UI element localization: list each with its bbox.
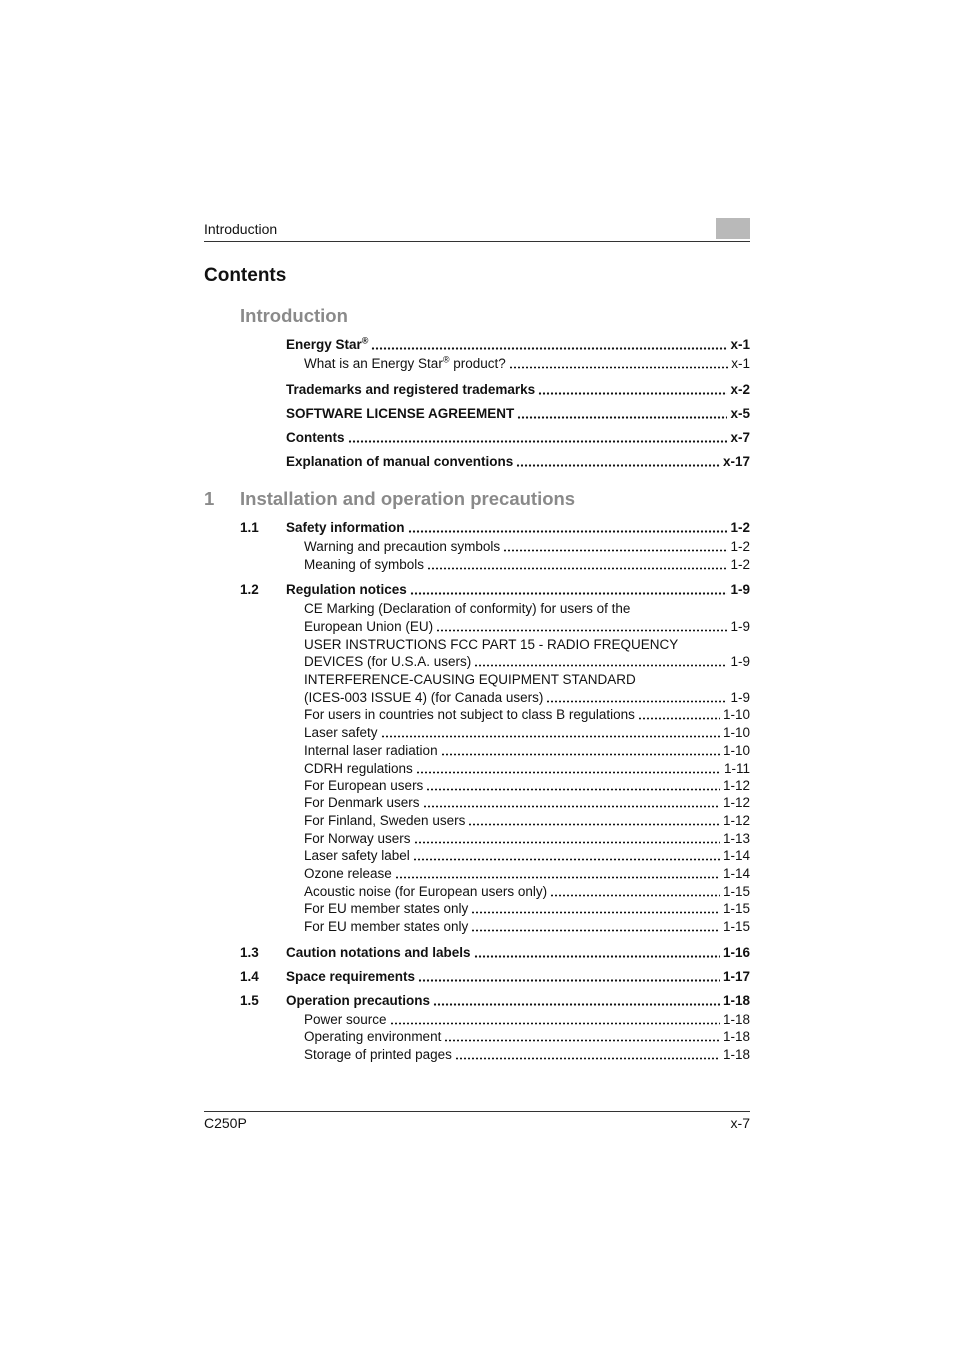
leader-dots: [395, 876, 720, 879]
toc-page: 1-2: [730, 520, 750, 535]
header-tab-marker: [716, 218, 750, 239]
toc-page: 1-14: [722, 866, 750, 881]
leader-dots: [436, 629, 727, 632]
toc-page: x-5: [730, 406, 750, 421]
toc-page: 1-18: [722, 1029, 750, 1044]
leader-dots: [413, 858, 720, 861]
toc-label: SOFTWARE LICENSE AGREEMENT: [286, 406, 515, 421]
leader-dots: [517, 416, 727, 419]
toc-number: 1.5: [240, 993, 259, 1008]
toc-page: 1-9: [730, 690, 750, 705]
toc-label-suffix: product?: [449, 356, 506, 371]
leader-dots: [538, 392, 727, 395]
leader-dots: [474, 955, 720, 958]
toc-page: 1-12: [722, 778, 750, 793]
toc-label: Space requirements: [286, 969, 416, 984]
toc-label: CDRH regulations: [304, 761, 413, 776]
toc-page: 1-9: [730, 582, 750, 597]
leader-dots: [416, 771, 721, 774]
leader-dots: [516, 464, 720, 467]
leader-dots: [426, 788, 720, 791]
leader-dots: [471, 929, 720, 932]
toc-page: 1-15: [722, 884, 750, 899]
leader-dots: [408, 530, 728, 533]
toc-page: 1-10: [722, 743, 750, 758]
toc-page: 1-18: [722, 1047, 750, 1062]
toc-label: Explanation of manual conventions: [286, 454, 514, 469]
leader-dots: [418, 979, 720, 982]
toc-page: x-1: [730, 337, 750, 352]
toc-page: x-7: [730, 430, 750, 445]
toc-label: Laser safety: [304, 725, 378, 740]
toc-page: 1-2: [730, 557, 750, 572]
toc-label: What is an Energy Star: [304, 356, 443, 371]
toc-page: 1-14: [722, 848, 750, 863]
leader-dots: [474, 664, 727, 667]
registered-mark: ®: [442, 354, 450, 365]
leader-dots: [638, 717, 720, 720]
toc-page: 1-15: [722, 919, 750, 934]
toc-label: Power source: [304, 1012, 387, 1027]
toc-label: DEVICES (for U.S.A. users): [304, 654, 472, 669]
leader-dots: [423, 805, 720, 808]
leader-dots: [509, 366, 728, 369]
toc-page: 1-12: [722, 813, 750, 828]
toc-label: European Union (EU): [304, 619, 434, 634]
toc-label: Warning and precaution symbols: [304, 539, 501, 554]
toc-page: 1-9: [730, 619, 750, 634]
toc-label: Caution notations and labels: [286, 945, 471, 960]
footer-rule: [204, 1111, 750, 1112]
leader-dots: [441, 753, 720, 756]
toc-number: 1.4: [240, 969, 259, 984]
toc-page: x-1: [731, 356, 750, 371]
toc-label: Acoustic noise (for European users only): [304, 884, 548, 899]
toc-page: 1-18: [722, 1012, 750, 1027]
toc-label: Energy Star: [286, 337, 362, 352]
leader-dots: [381, 735, 720, 738]
toc-label: Storage of printed pages: [304, 1047, 452, 1062]
toc-page: 1-12: [722, 795, 750, 810]
toc-label: For European users: [304, 778, 424, 793]
toc-page: 1-18: [722, 993, 750, 1008]
header-title: Introduction: [204, 221, 278, 237]
leader-dots: [471, 911, 720, 914]
toc-page: 1-2: [730, 539, 750, 554]
footer-model: C250P: [204, 1115, 247, 1131]
toc-label: For Denmark users: [304, 795, 420, 810]
leader-dots: [371, 347, 727, 350]
registered-mark: ®: [361, 335, 369, 346]
section-title: Installation and operation precautions: [240, 488, 576, 509]
leader-dots: [444, 1039, 720, 1042]
toc-label: For EU member states only: [304, 919, 469, 934]
toc-label: Regulation notices: [286, 582, 407, 597]
leader-dots: [410, 592, 728, 595]
leader-dots: [503, 549, 727, 552]
leader-dots: [546, 700, 727, 703]
toc-label: Safety information: [286, 520, 405, 535]
toc-label: Internal laser radiation: [304, 743, 438, 758]
toc-page: 1-11: [723, 761, 750, 776]
toc-label: Meaning of symbols: [304, 557, 425, 572]
toc-entry-ce-marking-line1[interactable]: CE Marking (Declaration of conformity) for users of the: [304, 601, 631, 616]
toc-label: Contents: [286, 430, 345, 445]
toc-page: x-17: [722, 454, 750, 469]
contents-title: Contents: [204, 265, 287, 286]
leader-dots: [348, 440, 728, 443]
toc-page: x-2: [730, 382, 750, 397]
toc-label: For EU member states only: [304, 901, 469, 916]
leader-dots: [414, 841, 720, 844]
toc-page: 1-15: [722, 901, 750, 916]
leader-dots: [550, 894, 720, 897]
toc-entry-fcc-line1[interactable]: USER INSTRUCTIONS FCC PART 15 - RADIO FREQUENCY: [304, 637, 679, 652]
toc-number: 1.1: [240, 520, 259, 535]
leader-dots: [455, 1057, 720, 1060]
leader-dots: [427, 567, 727, 570]
toc-label: Laser safety label: [304, 848, 410, 863]
footer-page-number: x-7: [730, 1115, 750, 1131]
toc-number: 1.3: [240, 945, 259, 960]
toc-label: Operation precautions: [286, 993, 431, 1008]
toc-page: 1-13: [722, 831, 750, 846]
toc-page: 1-10: [722, 707, 750, 722]
toc-label: (ICES-003 ISSUE 4) (for Canada users): [304, 690, 544, 705]
toc-page: 1-9: [730, 654, 750, 669]
section-title: Introduction: [240, 305, 348, 326]
toc-number: 1.2: [240, 582, 259, 597]
toc-label: For Norway users: [304, 831, 411, 846]
section-number: 1: [204, 488, 215, 509]
leader-dots: [433, 1003, 720, 1006]
toc-entry-ices-line1[interactable]: INTERFERENCE-CAUSING EQUIPMENT STANDARD: [304, 672, 636, 687]
leader-dots: [390, 1022, 720, 1025]
toc-page: 1-16: [722, 945, 750, 960]
toc-label: Trademarks and registered trademarks: [286, 382, 536, 397]
leader-dots: [468, 823, 720, 826]
toc-label: Ozone release: [304, 866, 392, 881]
header-rule: [204, 241, 750, 242]
toc-label: Operating environment: [304, 1029, 442, 1044]
toc-label: For Finland, Sweden users: [304, 813, 466, 828]
toc-label: For users in countries not subject to class B regulations: [304, 707, 635, 722]
toc-page: 1-17: [722, 969, 750, 984]
toc-page: 1-10: [722, 725, 750, 740]
